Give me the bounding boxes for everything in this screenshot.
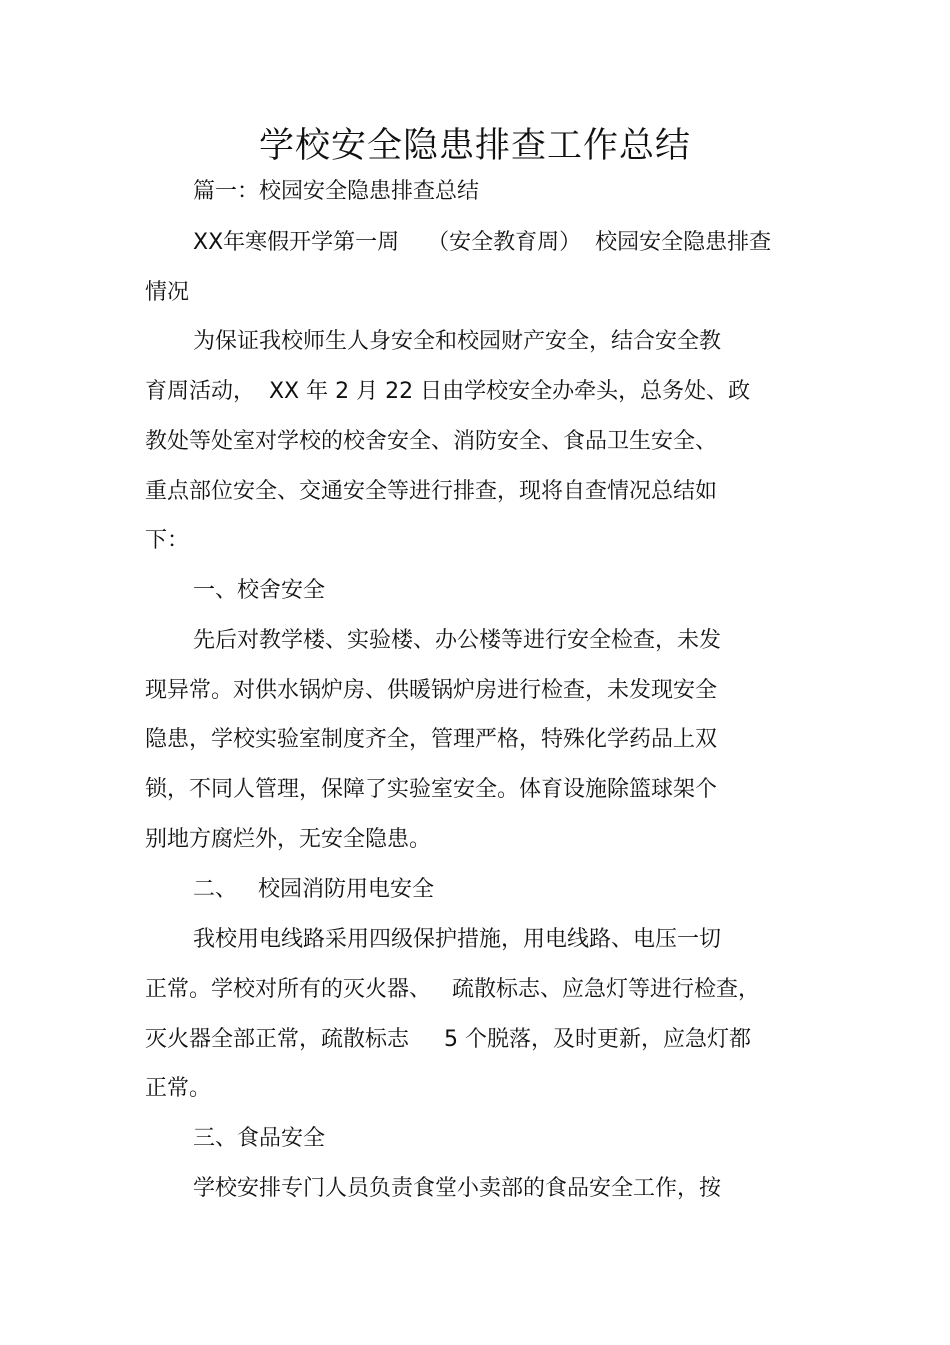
section-heading: 三、食品安全 — [193, 1126, 326, 1151]
document-title: 学校安全隐患排查工作总结 — [258, 126, 691, 166]
paragraph-line: 育周活动， XX 年 2 月 22 日由学校安全办牵头，总务处、政 — [145, 379, 751, 404]
paragraph-line: 我校用电线路采用四级保护措施，用电线路、电压一切 — [193, 927, 722, 952]
paragraph-line: XX年寒假开学第一周 （安全教育周） 校园安全隐患排查 — [193, 230, 772, 255]
paragraph-line: 为保证我校师生人身安全和校园财产安全，结合安全教 — [193, 329, 722, 354]
paragraph-line: 正常。学校对所有的灭火器、 疏散标志、应急灯等进行检查， — [145, 977, 760, 1002]
paragraph-line: 正常。 — [145, 1076, 212, 1101]
section-heading: 一、校舍安全 — [193, 578, 326, 603]
paragraph-line: 教处等处室对学校的校舍安全、消防安全、食品卫生安全、 — [145, 429, 718, 454]
paragraph-line: 别地方腐烂外，无安全隐患。 — [145, 827, 432, 852]
paragraph-line: 锁，不同人管理，保障了实验室安全。体育设施除篮球架个 — [145, 777, 718, 802]
paragraph-line: 下： — [145, 528, 190, 553]
paragraph-line: 重点部位安全、交通安全等进行排查，现将自查情况总结如 — [145, 479, 718, 504]
section-heading: 二、 校园消防用电安全 — [193, 877, 434, 902]
paragraph-line: 现异常。对供水锅炉房、供暖锅炉房进行检查，未发现安全 — [145, 678, 718, 703]
paragraph-line: 先后对教学楼、实验楼、办公楼等进行安全检查，未发 — [193, 628, 722, 653]
paragraph-line: 学校安排专门人员负责食堂小卖部的食品安全工作，按 — [193, 1176, 722, 1201]
paragraph-line: 灭火器全部正常，疏散标志 5 个脱落，及时更新，应急灯都 — [145, 1027, 751, 1052]
section-heading: 篇一：校园安全隐患排查总结 — [193, 179, 480, 204]
paragraph-line: 隐患，学校实验室制度齐全，管理严格，特殊化学药品上双 — [145, 727, 718, 752]
paragraph-line: 情况 — [145, 280, 190, 305]
